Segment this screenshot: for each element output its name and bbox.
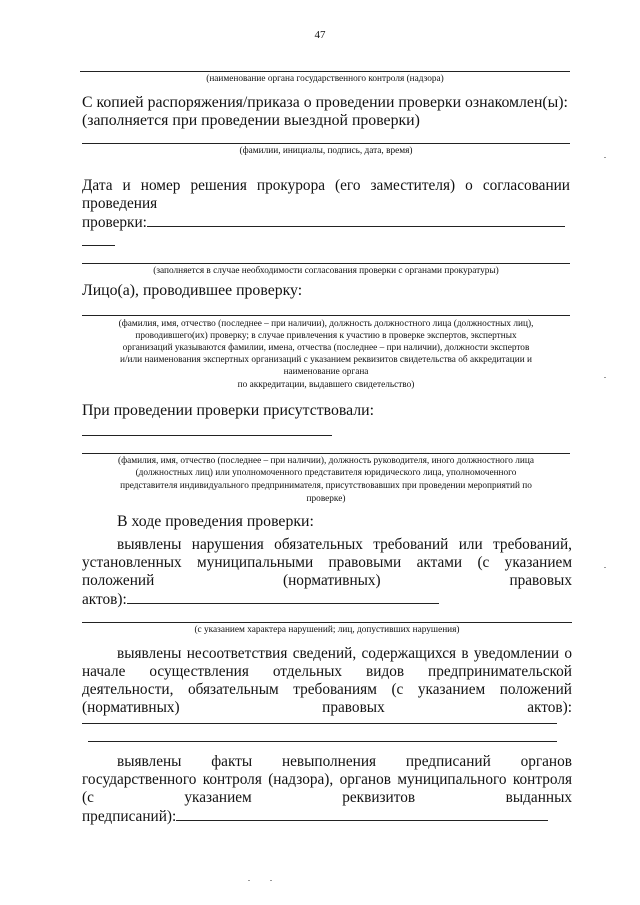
prosecutor-short-line[interactable] xyxy=(82,245,115,246)
noncompliance-input-line[interactable] xyxy=(176,807,548,821)
prosecutor-line[interactable] xyxy=(82,263,570,264)
familiarized-note: (заполняется при проведении выездной проверки) xyxy=(82,112,420,129)
scan-speck xyxy=(270,880,272,881)
present-label: При проведении проверки присутствовали: xyxy=(82,402,374,419)
inconsistencies-line3: деятельности, обязательным требованиям (с указанием положений xyxy=(82,681,572,698)
inspector-caption-5: наименование органа xyxy=(283,367,369,377)
inspector-caption-1: (фамилия, имя, отчество (последнее – при наличии), должность должностного лица (должностных лиц), xyxy=(118,319,534,329)
inspector-caption-4: и/или наименования экспертных организаций с указанием реквизитов свидетельства об аккредитации и xyxy=(119,355,532,365)
violations-line[interactable] xyxy=(82,622,572,623)
familiarized-text: С копией распоряжения/приказа о проведении проверки ознакомлен(ы): xyxy=(82,94,568,111)
present-caption-1: (фамилия, имя, отчество (последнее – при наличии), должность руководителя, иного должностного лица xyxy=(118,456,534,466)
inconsistencies-word-3: актов): xyxy=(527,699,572,716)
violations-line2: установленных муниципальными правовыми актами (с указанием xyxy=(82,554,572,571)
inspector-caption-3: организаций указываются фамилии, имена, отчества (последнее – при наличии), должности экспертов xyxy=(122,343,530,353)
violations-word-3: правовых xyxy=(509,572,572,589)
inconsistencies-line2: начале осуществления отдельных видов предпринимательской xyxy=(82,663,572,680)
inconsistencies-line-1[interactable] xyxy=(82,723,557,724)
noncompliance-word-1: (с xyxy=(82,789,94,806)
violations-word-2: (нормативных) xyxy=(283,572,381,589)
org-name-line[interactable] xyxy=(80,71,570,72)
noncompliance-line1: выявлены факты невыполнения предписаний органов xyxy=(117,753,572,770)
inconsistencies-line4 xyxy=(82,699,572,717)
present-line[interactable] xyxy=(82,453,570,454)
violations-input-line[interactable] xyxy=(127,590,439,604)
noncompliance-label: предписаний): xyxy=(82,808,177,825)
present-caption-4: проверке) xyxy=(306,494,346,504)
violations-line1: выявлены нарушения обязательных требований или требований, xyxy=(117,536,572,553)
prosecutor-text-line1: Дата и номер решения прокурора (его заместителя) о согласовании xyxy=(82,177,570,194)
inconsistencies-line-2[interactable] xyxy=(88,741,557,742)
inspector-caption-6: по аккредитации, выдавшего свидетельство) xyxy=(237,380,415,390)
inspector-caption-2: проводившего(их) проверку; в случае привлечения к участию в проверке экспертов, экспертных xyxy=(135,331,517,341)
prosecutor-text-line2: проведения xyxy=(82,195,158,212)
noncompliance-word-4: выданных xyxy=(505,789,572,806)
noncompliance-line4 xyxy=(82,807,548,826)
present-short-line[interactable] xyxy=(82,435,332,436)
present-caption-2: (должностных лиц) или уполномоченного представителя юридического лица, уполномоченного xyxy=(135,468,517,478)
prosecutor-caption: (заполняется в случае необходимости согласования проверки с органами прокуратуры) xyxy=(153,266,499,276)
inspector-line[interactable] xyxy=(82,315,570,316)
familiarized-line[interactable] xyxy=(82,143,570,144)
violations-caption: (с указанием характера нарушений; лиц, допустивших нарушения) xyxy=(194,625,460,635)
org-name-caption: (наименование органа государственного контроля (надзора) xyxy=(206,74,444,84)
scan-speck xyxy=(248,880,250,881)
scan-speck xyxy=(604,377,606,378)
prosecutor-input-line[interactable] xyxy=(147,213,565,227)
inconsistencies-word-1: (нормативных) xyxy=(82,699,180,716)
violations-line3 xyxy=(82,572,572,590)
inspector-label: Лицо(а), проводившее проверку: xyxy=(82,282,303,299)
violations-acts-label: актов): xyxy=(82,591,127,608)
noncompliance-word-2: указанием xyxy=(184,789,252,806)
noncompliance-line2: государственного контроля (надзора), органов муниципального контроля xyxy=(82,771,572,788)
prosecutor-text-line3 xyxy=(82,213,565,232)
scan-speck xyxy=(604,157,606,158)
violations-word-1: положений xyxy=(82,572,155,589)
noncompliance-line3 xyxy=(82,789,572,807)
prosecutor-label: проверки: xyxy=(82,214,147,231)
familiarized-caption: (фамилии, инициалы, подпись, дата, время) xyxy=(239,146,413,156)
course-heading: В ходе проведения проверки: xyxy=(117,513,314,530)
inconsistencies-word-2: правовых xyxy=(322,699,385,716)
scan-speck xyxy=(604,567,606,568)
inconsistencies-line1: выявлены несоответствия сведений, содержащихся в уведомлении о xyxy=(117,645,572,662)
violations-line4 xyxy=(82,590,439,609)
present-caption-3: представителя индивидуального предпринимателя, присутствовавших при проведении мероприятий по xyxy=(120,481,532,491)
noncompliance-word-3: реквизитов xyxy=(342,789,416,806)
page-number: 47 xyxy=(314,29,326,41)
